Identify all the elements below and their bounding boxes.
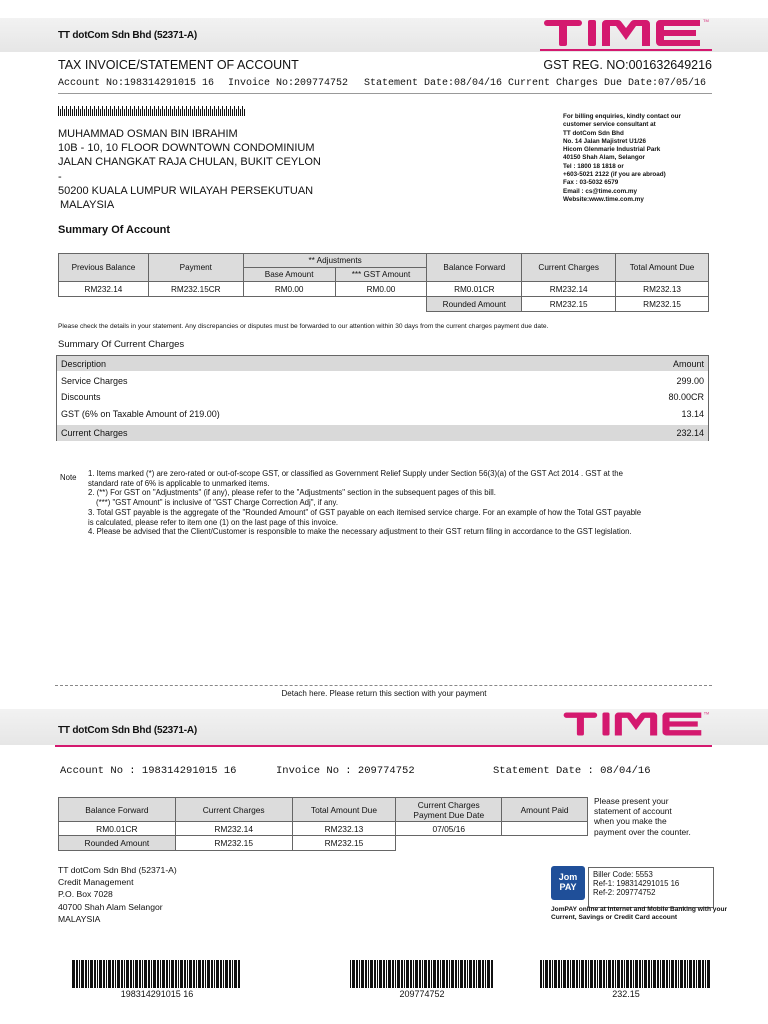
cc-desc: GST (6% on Taxable Amount of 219.00) — [61, 409, 220, 419]
header-payment: Payment — [148, 254, 243, 282]
contact-line: TT dotCom Sdn Bhd — [563, 129, 624, 137]
slip-header-due-date — [396, 798, 502, 822]
table-row — [57, 374, 708, 388]
barcode-label-amount: 232.15 — [612, 989, 640, 999]
jompay-info — [551, 906, 727, 923]
credit-line: MALAYSIA — [58, 913, 101, 924]
cc-total-label: Current Charges — [61, 428, 128, 438]
jompay-logo-text: Jom — [558, 872, 578, 882]
summary-table — [58, 253, 709, 312]
header-previous-balance: Previous Balance — [59, 254, 149, 282]
barcode-label-invoice: 209774752 — [399, 989, 445, 999]
note-line: standard rate of 6% is applicable to unmarked items. — [88, 478, 270, 488]
slip-table — [58, 797, 588, 851]
divider — [58, 93, 712, 94]
present-line: payment over the counter. — [594, 826, 691, 837]
slip-value-due-date: 07/05/16 — [396, 822, 502, 836]
note-line: (***) "GST Amount" is inclusive of "GST Charge Correction Adj", if any. — [96, 498, 339, 508]
slip-value-current-charges: RM232.14 — [175, 822, 292, 836]
table-row — [57, 390, 708, 404]
jompay-line: JomPAY online at Internet and Mobile Banking with your — [551, 906, 728, 913]
slip-header-current-charges: Current Charges — [175, 798, 292, 822]
brand-line — [540, 49, 712, 51]
contact-line: Email : cs@time.com.my — [563, 187, 638, 195]
note-line: 2. (**) For GST on "Adjustments" (if any), please refer to the "Adjustments" section in the subsequent pages of this bill. — [88, 488, 496, 498]
credit-line: P.O. Box 7028 — [58, 889, 113, 900]
present-line: when you make the — [594, 816, 667, 827]
contact-line: Hicom Glenmarie Industrial Park — [563, 146, 661, 154]
slip-account-no: Account No : 198314291015 16 — [60, 765, 237, 777]
barcode-icon — [540, 960, 712, 988]
current-charges-title: Summary Of Current Charges — [58, 339, 185, 350]
note-line: 3. Total GST payable is the aggregate of the "Rounded Amount" of GST payable on each itemised service charge. For an example of how the Total GST payable — [88, 507, 642, 517]
address-line: MALAYSIA — [60, 199, 115, 212]
cc-desc: Discounts — [61, 392, 101, 402]
address-line: 10B - 10, 10 FLOOR DOWNTOWN CONDOMINIUM — [58, 142, 315, 155]
jompay-logo-text: PAY — [559, 882, 577, 892]
contact-info — [563, 113, 763, 204]
note-line: 4. Please be advised that the Client/Customer is responsible to make the necessary adjustment to their GST return filing in accordance to the GST legislation. — [88, 527, 632, 537]
detach-line — [55, 685, 712, 686]
slip-company-name: TT dotCom Sdn Bhd (52371-A) — [58, 725, 198, 736]
cc-header-row — [57, 356, 708, 371]
cc-header-amount: Amount — [672, 358, 704, 369]
jompay-logo-icon — [551, 866, 585, 900]
barcode-icon — [72, 960, 242, 988]
biller-ref1: Ref-1: 198314291015 16 — [593, 879, 680, 889]
summary-title: Summary Of Account — [58, 224, 171, 236]
current-charges-table — [56, 355, 709, 441]
contact-line: Fax : 03-5032 6579 — [563, 179, 619, 187]
header-current-charges: Current Charges — [522, 254, 616, 282]
cc-amount: 13.14 — [681, 409, 704, 419]
contact-line: Website:www.time.com.my — [563, 195, 644, 203]
credit-line: 40700 Shah Alam Selangor — [58, 901, 163, 912]
svg-text:TM: TM — [703, 711, 710, 716]
value-base-amount: RM0.00 — [243, 282, 335, 297]
address-line: - — [58, 170, 62, 183]
note-line: 1. Items marked (*) are zero-rated or out-of-scope GST, or classified as Government Relief Supply under Section 56(3)(a) of the GST Act 2014 . GST at the — [88, 469, 623, 478]
note-line: is calculated, please refer to item one (1) on the last page of this invoice. — [88, 517, 339, 527]
cc-amount: 299.00 — [676, 376, 704, 386]
credit-management-address — [58, 864, 177, 925]
cc-total-row — [57, 425, 708, 441]
slip-rounded-total: RM232.15 — [292, 836, 396, 851]
biller-info-box — [588, 867, 714, 908]
value-current-charges: RM232.14 — [522, 282, 616, 297]
contact-line: Tel : 1800 18 1818 or — [563, 162, 624, 170]
account-no: Account No:198314291015 16 — [58, 78, 215, 89]
notes-block — [88, 469, 641, 537]
detach-text: Detach here. Please return this section with your payment — [281, 689, 487, 698]
value-payment: RM232.15CR — [148, 282, 243, 297]
time-logo-icon — [540, 16, 712, 50]
empty-cell — [396, 836, 588, 851]
note-label: Note — [60, 473, 77, 482]
present-note — [594, 796, 691, 837]
jompay-line: Current, Savings or Credit Card account — [551, 914, 678, 922]
present-line: Please present your — [594, 796, 669, 806]
slip-time-logo-icon — [560, 709, 712, 739]
dispute-note: Please check the details in your statement. Any discrepancies or disputes must be forwarded to our attention within 30 days from the current charges payment due date. — [58, 323, 549, 330]
cc-header-desc: Description — [61, 358, 107, 369]
address-line: 50200 KUALA LUMPUR WILAYAH PERSEKUTUAN — [58, 184, 314, 197]
slip-header-amount-paid: Amount Paid — [502, 798, 588, 822]
contact-line: For billing enquiries, kindly contact our — [563, 113, 681, 120]
slip-rounded-label: Rounded Amount — [59, 836, 176, 851]
due-date-header-line: Payment Due Date — [413, 809, 485, 820]
address-line: MUHAMMAD OSMAN BIN IBRAHIM — [58, 128, 238, 140]
charges-due-date: Current Charges Due Date:07/05/16 — [508, 78, 707, 89]
biller-ref2: Ref-2: 209774752 — [593, 888, 656, 898]
present-line: statement of account — [594, 806, 672, 817]
barcode-icon — [350, 960, 494, 988]
slip-statement-date: Statement Date : 08/04/16 — [493, 765, 651, 777]
header-total-amount-due: Total Amount Due — [616, 254, 709, 282]
slip-brand-line — [55, 745, 712, 747]
contact-line: No. 14 Jalan Majistret U1/26 — [563, 137, 646, 145]
statement-date: Statement Date:08/04/16 — [364, 78, 503, 89]
doc-title: TAX INVOICE/STATEMENT OF ACCOUNT — [58, 58, 299, 72]
value-gst-amount: RM0.00 — [335, 282, 427, 297]
slip-header-balance-forward: Balance Forward — [59, 798, 176, 822]
slip-invoice-no: Invoice No : 209774752 — [276, 765, 415, 777]
value-total-amount-due: RM232.13 — [616, 282, 709, 297]
barcode-label-account: 198314291015 16 — [120, 989, 194, 999]
slip-value-total-due: RM232.13 — [292, 822, 396, 836]
header-balance-forward: Balance Forward — [427, 254, 522, 282]
rounded-amount-label: Rounded Amount — [427, 297, 522, 312]
cc-desc: Service Charges — [61, 376, 128, 386]
invoice-no: Invoice No:209774752 — [228, 78, 349, 89]
value-previous-balance: RM232.14 — [59, 282, 149, 297]
empty-cell — [59, 297, 427, 312]
header-gst-amount: *** GST Amount — [335, 268, 427, 282]
cc-amount: 80.00CR — [668, 392, 704, 402]
postal-barcode-icon — [58, 106, 248, 116]
address-line: JALAN CHANGKAT RAJA CHULAN, BUKIT CEYLON — [58, 156, 321, 169]
header-adjustments: ** Adjustments — [243, 254, 427, 268]
biller-code: Biller Code: 5553 — [593, 870, 653, 879]
due-date-header-line: Current Charges — [417, 799, 480, 810]
gst-reg: GST REG. NO:001632649216 — [543, 58, 712, 72]
contact-line: customer service consultant at — [563, 121, 656, 129]
slip-value-balance-forward: RM0.01CR — [59, 822, 176, 836]
amount-paid-field[interactable] — [502, 822, 588, 836]
contact-line: +603-5021 2122 (if you are abroad) — [563, 171, 666, 179]
svg-text:TM: TM — [703, 18, 709, 23]
rounded-current: RM232.15 — [522, 297, 616, 312]
header-base-amount: Base Amount — [243, 268, 335, 282]
company-name: TT dotCom Sdn Bhd (52371-A) — [58, 30, 198, 41]
rounded-total: RM232.15 — [616, 297, 709, 312]
value-balance-forward: RM0.01CR — [427, 282, 522, 297]
slip-header-total-due: Total Amount Due — [292, 798, 396, 822]
credit-line: TT dotCom Sdn Bhd (52371-A) — [58, 865, 177, 875]
credit-line: Credit Management — [58, 877, 134, 888]
customer-address — [58, 127, 321, 212]
table-row — [57, 407, 708, 421]
cc-total-amount: 232.14 — [676, 428, 704, 438]
slip-rounded-current: RM232.15 — [175, 836, 292, 851]
contact-line: 40150 Shah Alam, Selangor — [563, 154, 646, 162]
